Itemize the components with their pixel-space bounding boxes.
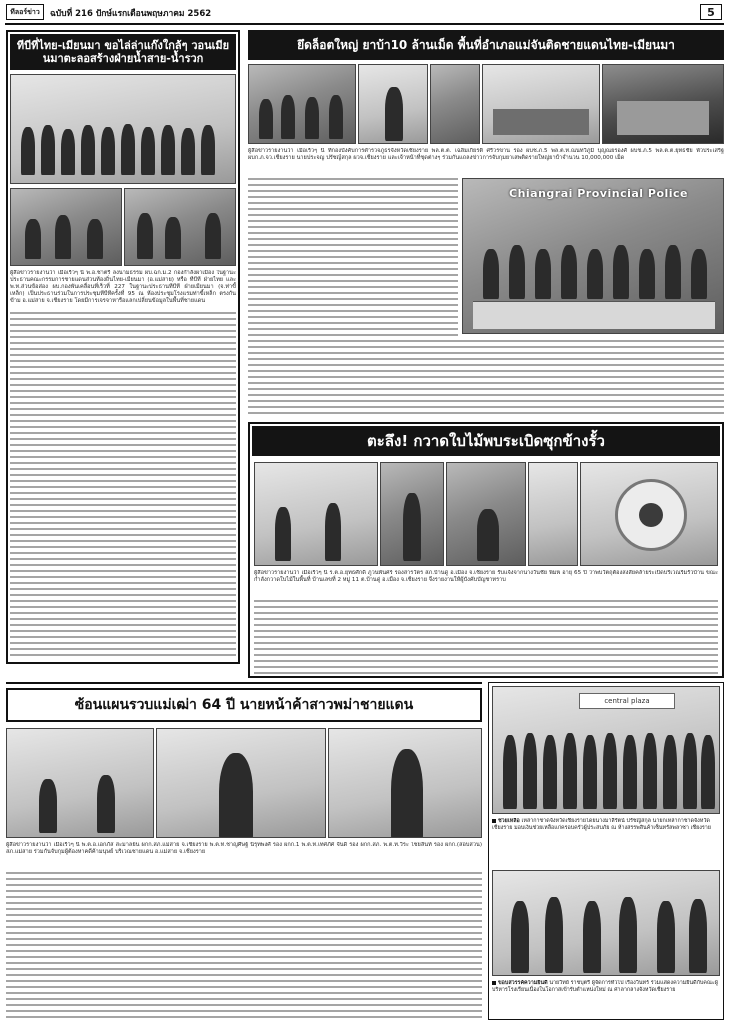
top-story-body-opening: ผู้สื่อข่าวรายงานว่า เมื่อเร็วๆ นี้ ที่กองบังคับการตำรวจภูธรจังหวัดเชียงราย พล.ต.ต. เฉลิมเกียรติ ศรีวรขาน รอง ผบช.ภ.5 พล.ต.ท.ณนทวีภูมิ บุญณยรองศ์ ผบช.ภ.5 พล.ต.ต.ยุทธชัย พัวประเสริฐ ผบก.ภ.จว.เชียงราย นายประจญ ปรัชญ์สกุล ผวจ.เชียงราย และเจ้าหน้าที่ชุดต่างๆ ร่วมกันแถลงข่าวการจับกุมยาเสพติดรายใหญ่ยาบ้าจำนวน 10,000,000 เม็ด [248,148,724,161]
caption-bottom-text: นายวิทย์ ราชบุตรี ผู้จัดการทั่วไป เรืองวิ่นทร์ ร่วมแสดงความยินดีกับคณะผู้บริหารโรงเรียนเนื่องในโอกาสเข้ารับตำแหน่งใหม่ ณ ศาลากลางจังหวัดเชียงราย [492,980,718,993]
caption-bullet-icon [492,981,496,985]
bottom-photo-suspect [156,728,326,838]
bottom-story-body-text [6,872,482,1018]
middle-photo-bomb-bucket [580,462,718,566]
middle-photo-inspection [446,462,526,566]
header-rule [5,23,724,25]
police-watermark: Chiangrai Provincial Police [509,187,689,200]
top-story-body-left [248,178,458,336]
top-photo-seized-cargo [602,64,724,144]
caption-bottom-label: ขอบสวรรค์ความยินดี [498,980,548,986]
bottom-photo-office [6,728,154,838]
caption-top-text: เหล่ากาชาดจังหวัดเชียงรายโดยนางมาลีรัตน์ ปรัชญ์สกุล นายกเหล่ากาชาดจังหวัดเชียงราย มอบเงินช่วยเหลือแก่ครอบครัวผู้ประสบภัย ณ ห้างสรรพสินค้าเซ็นทรัลพลาซา เชียงราย [492,818,711,831]
right-photo-congrats [492,870,720,976]
bottom-photo-woman [328,728,482,838]
middle-photo-scene [254,462,378,566]
middle-story-body-text [254,600,718,674]
middle-story-body-opening: ผู้สื่อข่าวรายงานว่า เมื่อเร็วๆ นี้ ร.ต.อ.ยุทธศักดิ์ ภูวนพันศร์ รองสารวัตร สภ.บ้านดู่ อ.เมือง จ.เชียงราย รับแจ้งจากนางวันชัย พิมพ์ อายุ 65 ปี ว่าพบวัตถุต้องสงสัยคล้ายระเบิดบริเวณริมรั้วบ้าน ขณะกำลังกวาดใบไม้ในพื้นที่ บ้านเลขที่ 2 หมู่ 11 ต.บ้านดู่ อ.เมือง จ.เชียงราย จึงรายงานให้ผู้บังคับบัญชาทราบ [254,570,718,583]
top-story-headline: ยึดล็อตใหญ่ ยาบ้า10 ล้านเม็ด พื้นที่อำเภอแม่จันติดชายแดนไทย-เมียนมา [248,30,724,60]
masthead-text: ทีลอร์ข่าว [10,7,40,16]
middle-photo-officers [380,462,444,566]
middle-story-headline: ตะลึง! กวาดใบไม้พบระเบิดซุกข้างรั้ว [252,426,720,456]
left-story-body-opening: ผู้สื่อข่าวรายงานว่า เมื่อเร็วๆ นี้ พ.อ.ชาตรี ลงนามธรรม ผบ.ฉก.ม.2 กองกำลังผาเมือง ในฐานะประธานคณะกรรมการชายแดนส่วนท้องถิ่นไทย-เมียนมา (อ.แม่สาย) หรือ ทีบีที ฝ่ายไทย และ พ.ท.ส่วนข้อส่อง ผบ.กองพันเคลื่อนที่เร็วที่ 227 ในฐานะประธานทีบีที ฝ่ายเมียนมา (จ.ท่าขี้เหล็ก) เป็นประธานร่วมในการประชุมทีบีทีครั้งที่ 95 ณ ห้องประชุมโรงแรมท่าขี้เหล็ก ตรงกันข้าม อ.แม่สาย จ.เชียงราย โดยมีการเจรจาหารือแลกเปลี่ยนข้อมูลในพื้นที่ชายแดน [10,270,236,304]
caption-bullet-icon [492,819,496,823]
left-photo-meeting [10,188,122,266]
bottom-story-rule [6,682,482,684]
bottom-story-headline: ซ้อนแผนรวบแม่เฒ่า 64 ปี นายหน้าค้าสาวพม่าชายแดน [6,688,482,722]
left-story-body-text [10,312,236,658]
top-story-body-bottom [248,340,724,418]
top-photo-vehicle [430,64,480,144]
right-caption-bottom [492,980,720,1018]
page-number: 5 [700,4,722,20]
top-photo-officer [358,64,428,144]
left-photo-handover [124,188,236,266]
central-plaza-banner: central plaza [604,697,650,705]
issue-line: ฉบับที่ 216 ปักษ์แรกเดือนพฤษภาคม 2562 [50,9,212,19]
top-photo-bags [482,64,600,144]
masthead-logo [6,4,44,20]
left-photo-group [10,74,236,184]
top-photo-press [248,64,356,144]
left-story-headline: ทีบีที่ไทย-เมียนมา ขอไล่ล่าแก๊งใกล้ๆ วอนเมียนมาตะลอสร้างฝ่ายน้ำสาย-น้ำรวก [10,34,236,70]
middle-photo-fence [528,462,578,566]
right-caption-top [492,818,720,866]
bottom-story-body-opening: ผู้สื่อข่าวรายงานว่า เมื่อเร็วๆ นี้ พ.ต.อ.เอกภัส สะมาลย์ัน ผกก.สภ.แม่สาย จ.เชียงราย พ.ต.ท.ชาญศิษฐ์ นิรุทพงศ์ รอง ผกก.1 พ.ต.ท.เทศภัศ จันดี รอง ผกก.สภ. พ.ต.ท.วีระ ไชยลึ่นท์ รอง ผกก.(สอบสวน) สภ.แม่สาย ร่วมกันจับกุมผู้ต้องหาคดีค้ามนุษย์ บริเวณชายแดน อ.แม่สาย จ.เชียงราย [6,842,482,855]
right-photo-charity [492,686,720,814]
caption-top-label: ช่วยเหลือ [498,818,520,824]
top-photo-police-briefing [462,178,724,334]
